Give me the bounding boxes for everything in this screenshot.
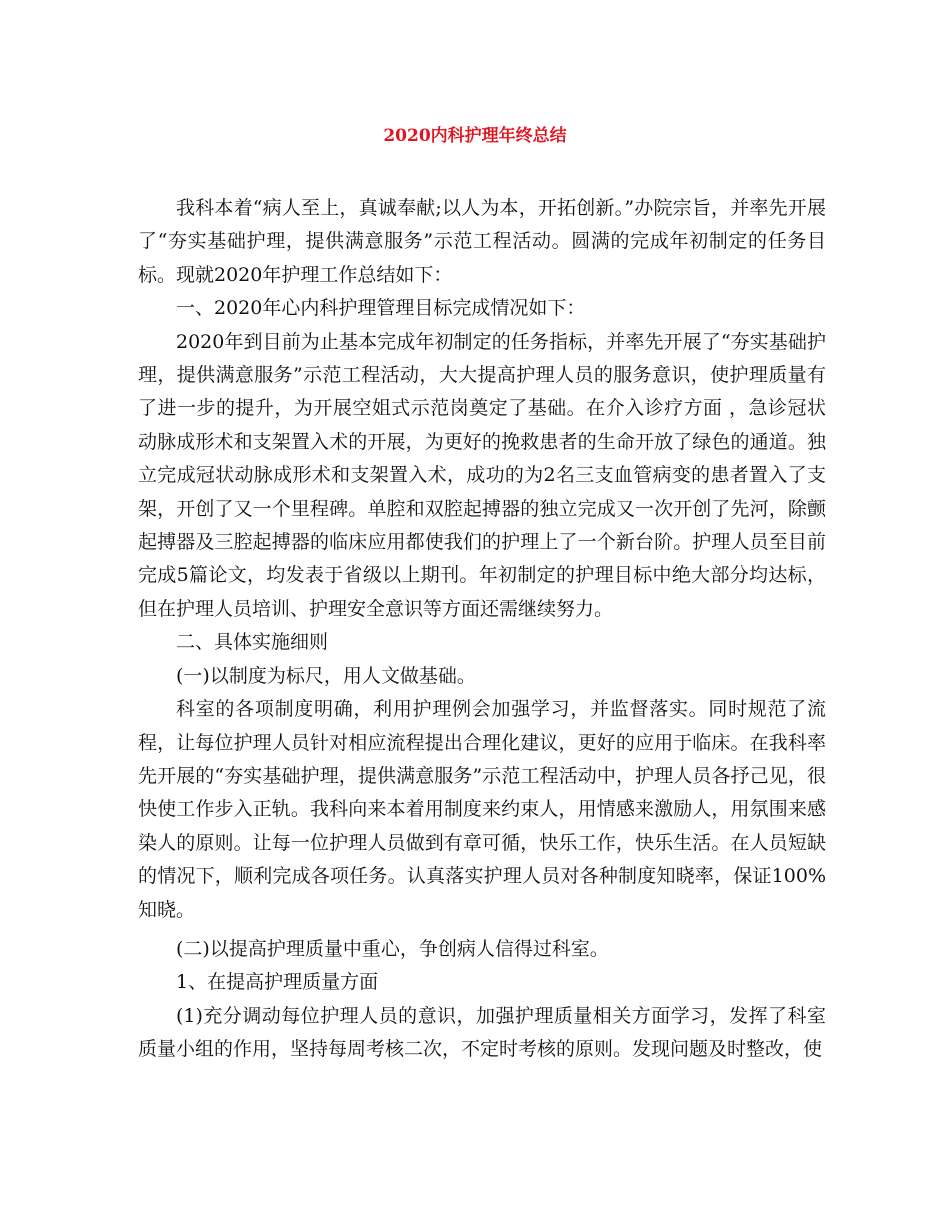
heading-section-2: 二、具体实施细则	[176, 631, 329, 654]
paragraph-2-1: 科室的各项制度明确，利用护理例会加强学习，并监督落实。同时规范了流程，让每位护理人员针对相应流程提出合理化建议，更好的应用于临床。在我科率先开展的“夯实基础护理，提供满意服务”示范工程活动中，护理人员各抒己见，很快使工作步入正轨。我科向来本着用制度来约束人，用情感来激励人，用氛围来感染人的原则。让每一位护理人员做到有章可循，快乐工作，快乐生活。在人员短缺的情况下，顺利完成各项任务。认真落实护理人员对各种制度知晓率，保证100%知晓。	[138, 698, 826, 921]
paragraph-2-2-1: (1)充分调动每位护理人员的意识，加强护理质量相关方面学习，发挥了科室质量小组的作用，坚持每周考核二次，不定时考核的原则。发现问题及时整改，使	[138, 1004, 826, 1061]
document-title: 2020内科护理年终总结	[383, 126, 567, 146]
subheading-2-1: (一)以制度为标尺，用人文做基础。	[176, 664, 476, 687]
subheading-2-2-1: 1、在提高护理质量方面	[176, 971, 379, 994]
paragraph-intro: 我科本着“病人至上，真诚奉献;以人为本，开拓创新。”办院宗旨，并率先开展了“夯实基础护理，提供满意服务”示范工程活动。圆满的完成年初制定的任务目标。现就2020年护理工作总结如下：	[138, 197, 826, 286]
document-body	[138, 192, 826, 1067]
heading-section-1: 一、2020年心内科护理管理目标完成情况如下：	[176, 297, 586, 320]
paragraph-section-1: 2020年到目前为止基本完成年初制定的任务指标，并率先开展了“夯实基础护理，提供满意服务”示范工程活动，大大提高护理人员的服务意识，使护理质量有了进一步的提升，为开展空姐式示范岗奠定了基础。在介入诊疗方面 ，急诊冠状动脉成形术和支架置入术的开展，为更好的挽救患者的生命开放了绿色的通道。独立完成冠状动脉成形术和支架置入术，成功的为2名三支血管病变的患者置入了支架，开创了又一个里程碑。单腔和双腔起搏器的独立完成又一次开创了先河，除颤起搏器及三腔起搏器的临床应用都使我们的护理上了一个新台阶。护理人员至目前完成5篇论文，均发表于省级以上期刊。年初制定的护理目标中绝大部分均达标，但在护理人员培训、护理安全意识等方面还需继续努力。	[138, 330, 826, 620]
subheading-2-2: (二)以提高护理质量中重心，争创病人信得过科室。	[176, 937, 609, 960]
